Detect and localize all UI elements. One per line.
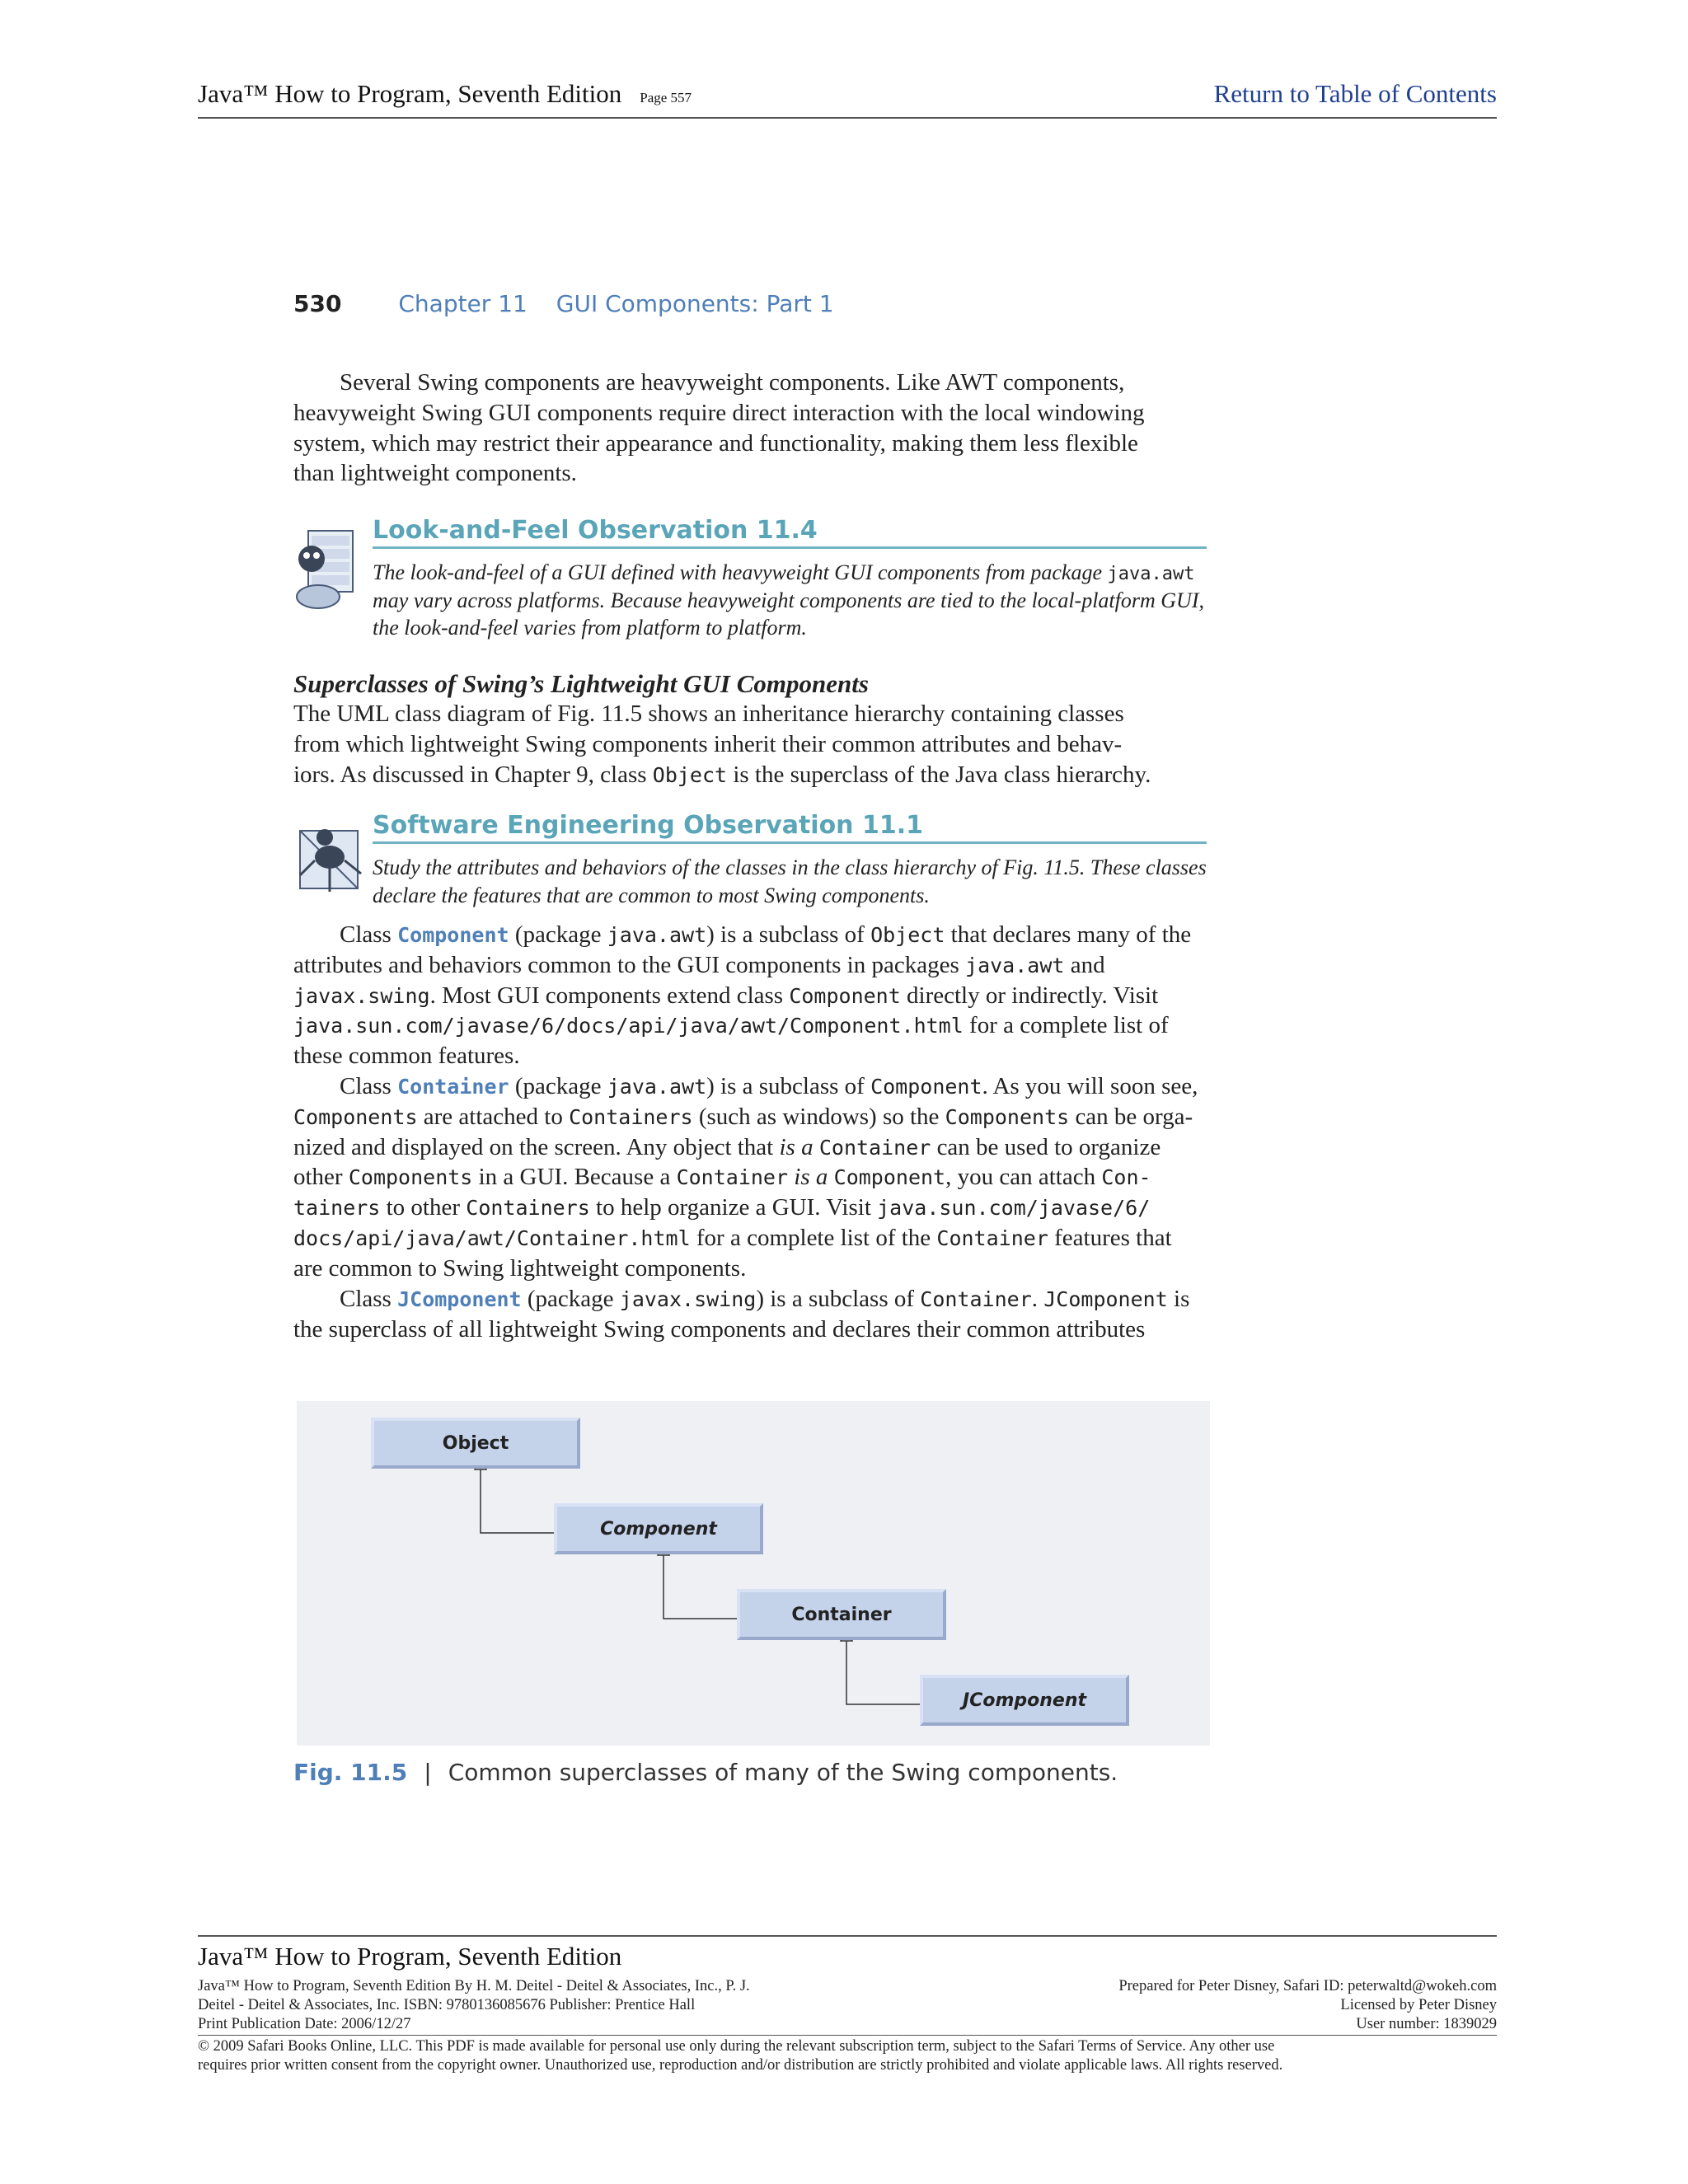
text-line xyxy=(293,1010,1207,1041)
code-run: Component xyxy=(789,983,901,1008)
text-run: Class xyxy=(340,1286,398,1312)
text-line xyxy=(293,1162,1207,1193)
text-line xyxy=(293,1132,1207,1163)
code-run: Component xyxy=(870,1075,982,1099)
keyword-component: Component xyxy=(397,923,509,947)
text-run: directly or indirectly. Visit xyxy=(900,982,1159,1009)
text-line: Several Swing components are heavyweight components. Like AWT components, xyxy=(340,369,1125,396)
paragraph-uml-intro xyxy=(293,699,1207,790)
footer-license-line: Licensed by Peter Disney xyxy=(1340,1997,1497,2013)
text-line xyxy=(293,1284,1207,1315)
uml-class-diagram xyxy=(297,1401,1210,1746)
return-to-toc-link[interactable]: Return to Table of Contents xyxy=(1213,79,1497,108)
text-run: . As you will soon see, xyxy=(982,1073,1198,1099)
text-run: (package xyxy=(509,921,607,948)
text-run: (such as windows) so the xyxy=(692,1103,945,1130)
code-run: Containers xyxy=(466,1196,590,1221)
keyword-container: Container xyxy=(397,1075,509,1099)
code-run: Components xyxy=(348,1165,473,1190)
code-run: Containers xyxy=(569,1104,693,1129)
text-run: are attached to xyxy=(417,1103,570,1130)
code-run: java.awt xyxy=(607,923,707,947)
text-run: for a complete list of xyxy=(963,1012,1169,1039)
book-title xyxy=(198,79,692,109)
book-title-text: Java™ How to Program, Seventh Edition xyxy=(198,79,622,108)
code-run: Components xyxy=(945,1104,1070,1129)
text-run: that declares many of the xyxy=(945,921,1192,948)
page-number: 530 xyxy=(293,290,342,317)
footer-info-line: Deitel - Deitel & Associates, Inc. ISBN: 9780136085676 Publisher: Prentice Hall xyxy=(198,1997,696,2013)
footer-license-line: User number: 1839029 xyxy=(1356,2016,1497,2032)
inheritance-arrow xyxy=(846,1641,920,1704)
code-run: javax.swing xyxy=(619,1287,757,1311)
class-box-object: Object xyxy=(371,1418,580,1469)
figure-number: Fig. 11.5 xyxy=(293,1759,408,1786)
text-run: to help organize a GUI. Visit xyxy=(589,1194,878,1221)
text-line xyxy=(293,920,1207,950)
text-run: ) is a subclass of xyxy=(706,921,871,948)
copyright-line: © 2009 Safari Books Online, LLC. This PDF is made available for personal use only during the relevant subscription term, subject to the Safari Terms of Service. Any other use xyxy=(198,2038,1275,2055)
software-engineering-title: Software Engineering Observation 11.1 xyxy=(373,811,1207,844)
text-run: and xyxy=(1064,951,1105,978)
class-box-container: Container xyxy=(737,1589,946,1640)
inheritance-arrow xyxy=(663,1555,737,1619)
page-header xyxy=(198,76,1497,119)
text-line xyxy=(293,1193,1207,1223)
code-run: Object xyxy=(652,762,728,787)
text-run: Class xyxy=(340,921,398,948)
figure-caption xyxy=(293,1759,1118,1786)
class-box-component: Component xyxy=(554,1503,763,1554)
text-line xyxy=(293,760,1207,790)
paragraph-component xyxy=(293,920,1207,1071)
italic-run: is a xyxy=(794,1164,828,1191)
text-run: Class xyxy=(340,1073,398,1099)
component-doc-url[interactable]: java.sun.com/javase/6/docs/api/java/awt/Component.html xyxy=(293,1014,964,1038)
text-line: are common to Swing lightweight components. xyxy=(293,1254,747,1282)
caption-separator: | xyxy=(424,1759,432,1786)
section-label: GUI Components: Part 1 xyxy=(556,290,834,317)
footer-divider xyxy=(198,2035,1497,2036)
keyword-jcomponent: JComponent xyxy=(397,1287,522,1311)
code-run: Component xyxy=(833,1165,946,1190)
paragraph-container xyxy=(293,1071,1207,1284)
paragraph-heavyweight xyxy=(293,368,1207,489)
text-run: iors. As discussed in Chapter 9, class xyxy=(293,761,653,788)
text-run: (package xyxy=(509,1073,607,1099)
text-line xyxy=(293,950,1207,981)
footer-info-line: Java™ How to Program, Seventh Edition By H. M. Deitel - Deitel & Associates, Inc., P. J. xyxy=(198,1978,750,1994)
paragraph-jcomponent xyxy=(293,1284,1207,1345)
italic-run: is a xyxy=(779,1133,814,1160)
footer-license-line: Prepared for Peter Disney, Safari ID: peterwaltd@wokeh.com xyxy=(1118,1978,1497,1994)
software-engineering-body xyxy=(373,854,1207,909)
text-run: can be orga- xyxy=(1069,1103,1193,1130)
software-engineering-icon xyxy=(293,819,366,910)
text-line: system, which may restrict their appearance and functionality, making them less flexible xyxy=(293,429,1138,457)
text-run: . xyxy=(1031,1286,1044,1312)
text-line: than lightweight components. xyxy=(293,460,577,487)
copyright-line: requires prior written consent from the copyright owner. Unauthorized use, reproduction and/or distribution are strictly prohibited and violate applicable laws. All rights reserved. xyxy=(198,2057,1283,2074)
text-run: nized and displayed on the screen. Any object that xyxy=(293,1133,780,1160)
code-run: tainers xyxy=(293,1196,381,1221)
code-run: Components xyxy=(293,1104,418,1129)
page-footer xyxy=(198,1935,1497,2074)
text-line: the superclass of all lightweight Swing components and declares their common attributes xyxy=(293,1315,1146,1343)
text-run: is the superclass of the Java class hierarchy. xyxy=(727,761,1151,788)
container-doc-url-part2[interactable]: docs/api/java/awt/Container.html xyxy=(293,1226,691,1250)
caption-text: Common superclasses of many of the Swing components. xyxy=(448,1759,1118,1786)
code-run: Container xyxy=(920,1287,1032,1311)
code-run: JComponent xyxy=(1043,1287,1168,1311)
code-run: java.awt xyxy=(965,953,1065,977)
section-subheading: Superclasses of Swing’s Lightweight GUI Components xyxy=(293,669,869,698)
text-run: is xyxy=(1167,1286,1190,1312)
text-run: other xyxy=(293,1164,349,1191)
code-run: Container xyxy=(936,1226,1048,1250)
text-line: the look-and-feel varies from platform to platform. xyxy=(373,616,807,640)
running-head xyxy=(293,290,1200,320)
text-line: declare the features that are common to most Swing components. xyxy=(373,883,930,907)
code-run: java.awt xyxy=(1107,564,1195,584)
text-run: for a complete list of the xyxy=(690,1224,937,1251)
text-line xyxy=(293,1071,1207,1102)
text-line: these common features. xyxy=(293,1043,520,1070)
look-and-feel-body xyxy=(373,559,1207,642)
look-and-feel-title: Look-and-Feel Observation 11.4 xyxy=(373,516,1207,549)
text-line: heavyweight Swing GUI components require direct interaction with the local windowing xyxy=(293,399,1145,426)
text-line xyxy=(293,1102,1207,1132)
chapter-label: Chapter 11 xyxy=(398,290,528,317)
text-run: in a GUI. Because a xyxy=(472,1164,677,1191)
text-line xyxy=(373,559,1207,587)
code-run: Object xyxy=(870,923,945,947)
code-run: javax.swing xyxy=(293,983,430,1008)
code-run: Container xyxy=(818,1135,931,1160)
page-label: Page 557 xyxy=(640,90,692,105)
text-run: features that xyxy=(1048,1224,1172,1251)
text-run: , you can attach xyxy=(945,1164,1102,1191)
text-run: ) is a subclass of xyxy=(706,1073,871,1099)
text-run: to other xyxy=(380,1194,467,1221)
class-box-jcomponent: JComponent xyxy=(920,1675,1129,1726)
code-run: java.awt xyxy=(607,1075,707,1099)
text-run: ) is a subclass of xyxy=(756,1286,921,1312)
container-doc-url-part1[interactable]: java.sun.com/javase/6/ xyxy=(877,1196,1151,1221)
text-run: (package xyxy=(521,1286,620,1312)
footer-book-title: Java™ How to Program, Seventh Edition xyxy=(198,1942,622,1971)
text-run: can be used to organize xyxy=(931,1133,1161,1160)
look-and-feel-icon xyxy=(293,524,366,615)
text-run: The look-and-feel of a GUI defined with heavyweight GUI components from package xyxy=(373,560,1108,584)
text-run: attributes and behaviors common to the GUI components in packages xyxy=(293,951,966,978)
code-run: Container xyxy=(676,1165,789,1190)
text-run: . Most GUI components extend class xyxy=(429,982,790,1009)
text-line: may vary across platforms. Because heavyweight components are tied to the local-platform GUI, xyxy=(373,588,1204,612)
text-line: from which lightweight Swing components inherit their common attributes and behav- xyxy=(293,730,1123,757)
text-line: The UML class diagram of Fig. 11.5 shows an inheritance hierarchy containing classes xyxy=(293,701,1124,727)
footer-info-line: Print Publication Date: 2006/12/27 xyxy=(198,2016,411,2032)
code-run: Con- xyxy=(1101,1165,1151,1190)
text-line xyxy=(293,1223,1207,1254)
text-line xyxy=(293,981,1207,1011)
inheritance-arrow xyxy=(481,1469,554,1533)
text-line: Study the attributes and behaviors of the classes in the class hierarchy of Fig. 11.5. These classes xyxy=(373,855,1207,879)
